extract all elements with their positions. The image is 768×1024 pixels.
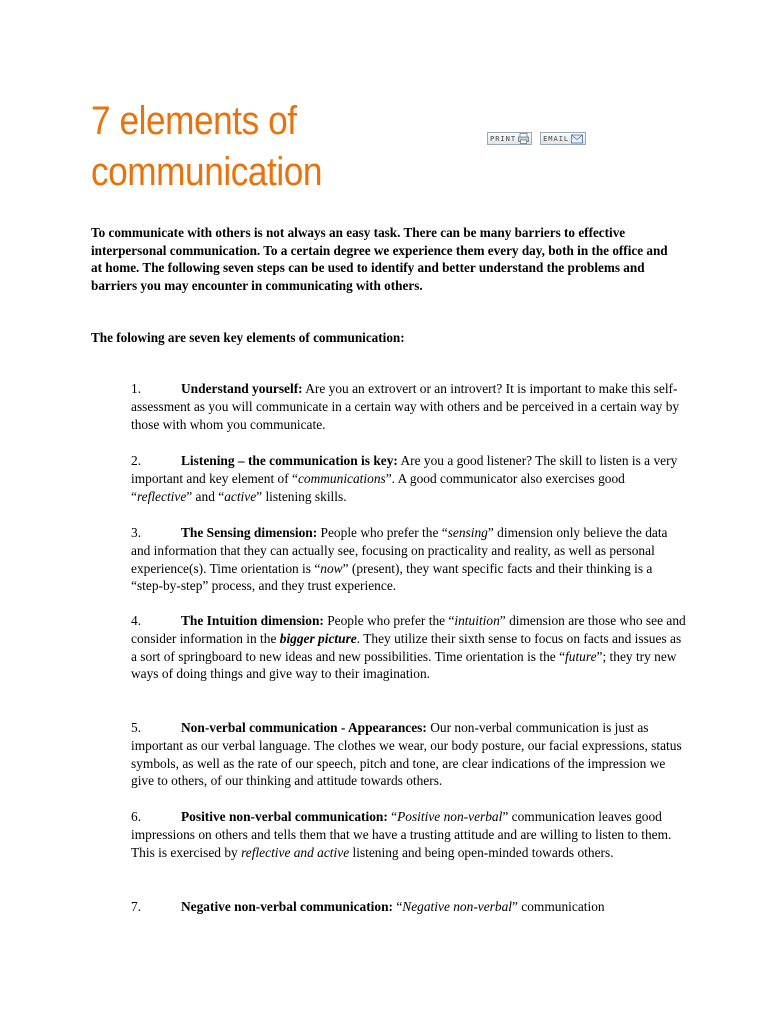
intro-paragraph: To communicate with others is not always an easy task. There can be many barriers to effective interpersonal communication. To a certain degree we experience them every day, both in the office and at home. The following seven steps can be used to identify and better understand the problems and barriers you may encounter in communicating with others. [91, 225, 668, 293]
title-line-1: 7 elements of [91, 99, 297, 143]
email-button[interactable] [540, 132, 586, 145]
list-item-6: 6. Positive non-verbal communication: “Positive non-verbal” communication leaves good impressions on others and tells them that we have a trusting attitude and are willing to listen to them. This is exercised by reflective and active listening and being open-minded towards others. [131, 809, 672, 860]
print-button[interactable] [487, 132, 532, 145]
list-item-4: 4. The Intuition dimension: People who prefer the “intuition” dimension are those who see and consider information in the bigger picture. They utilize their sixth sense to focus on facts and issues as a sort of springboard to new ideas and new possibilities. Time orientation is the “future”; they try new ways of doing things and give way to their imagination. [131, 613, 686, 682]
list-item-3: 3. The Sensing dimension: People who prefer the “sensing” dimension only believe the data and information that they can actually see, focusing on practicality and reality, as well as personal experience(s). Time orientation is “now” (present), they want specific facts and their thinking is a “step-by-step” process, and they trust experience. [131, 525, 668, 594]
envelope-icon [571, 134, 583, 144]
list-item-5: 5. Non-verbal communication - Appearances: Our non-verbal communication is just as important as our verbal language. The clothes we wear, our body posture, our facial expressions, status symbols, as well as the rate of our speech, pitch and tone, are clear indications of the impression we give to others, of our thinking and attitude towards others. [131, 720, 682, 789]
title-line-2: communication [91, 150, 323, 194]
share-tools [487, 132, 586, 145]
email-label: EMAIL [543, 134, 570, 143]
printer-icon [518, 133, 529, 144]
list-item-2: 2. Listening – the communication is key: Are you a good listener? The skill to listen is a very important and key element of “communications”. A good communicator also exercises good “reflective” and “active” listening skills. [131, 453, 678, 504]
list-item-7: 7. Negative non-verbal communication: “Negative non-verbal” communication [131, 899, 605, 914]
page-title [91, 96, 425, 198]
list-item-1: 1. Understand yourself: Are you an extrovert or an introvert? It is important to make this self-assessment as you will communicate in a certain way with others and be perceived in a certain way by those with whom you communicate. [131, 381, 680, 432]
print-label: PRINT [490, 134, 517, 143]
list-lead-in: The folowing are seven key elements of communication: [91, 330, 405, 345]
